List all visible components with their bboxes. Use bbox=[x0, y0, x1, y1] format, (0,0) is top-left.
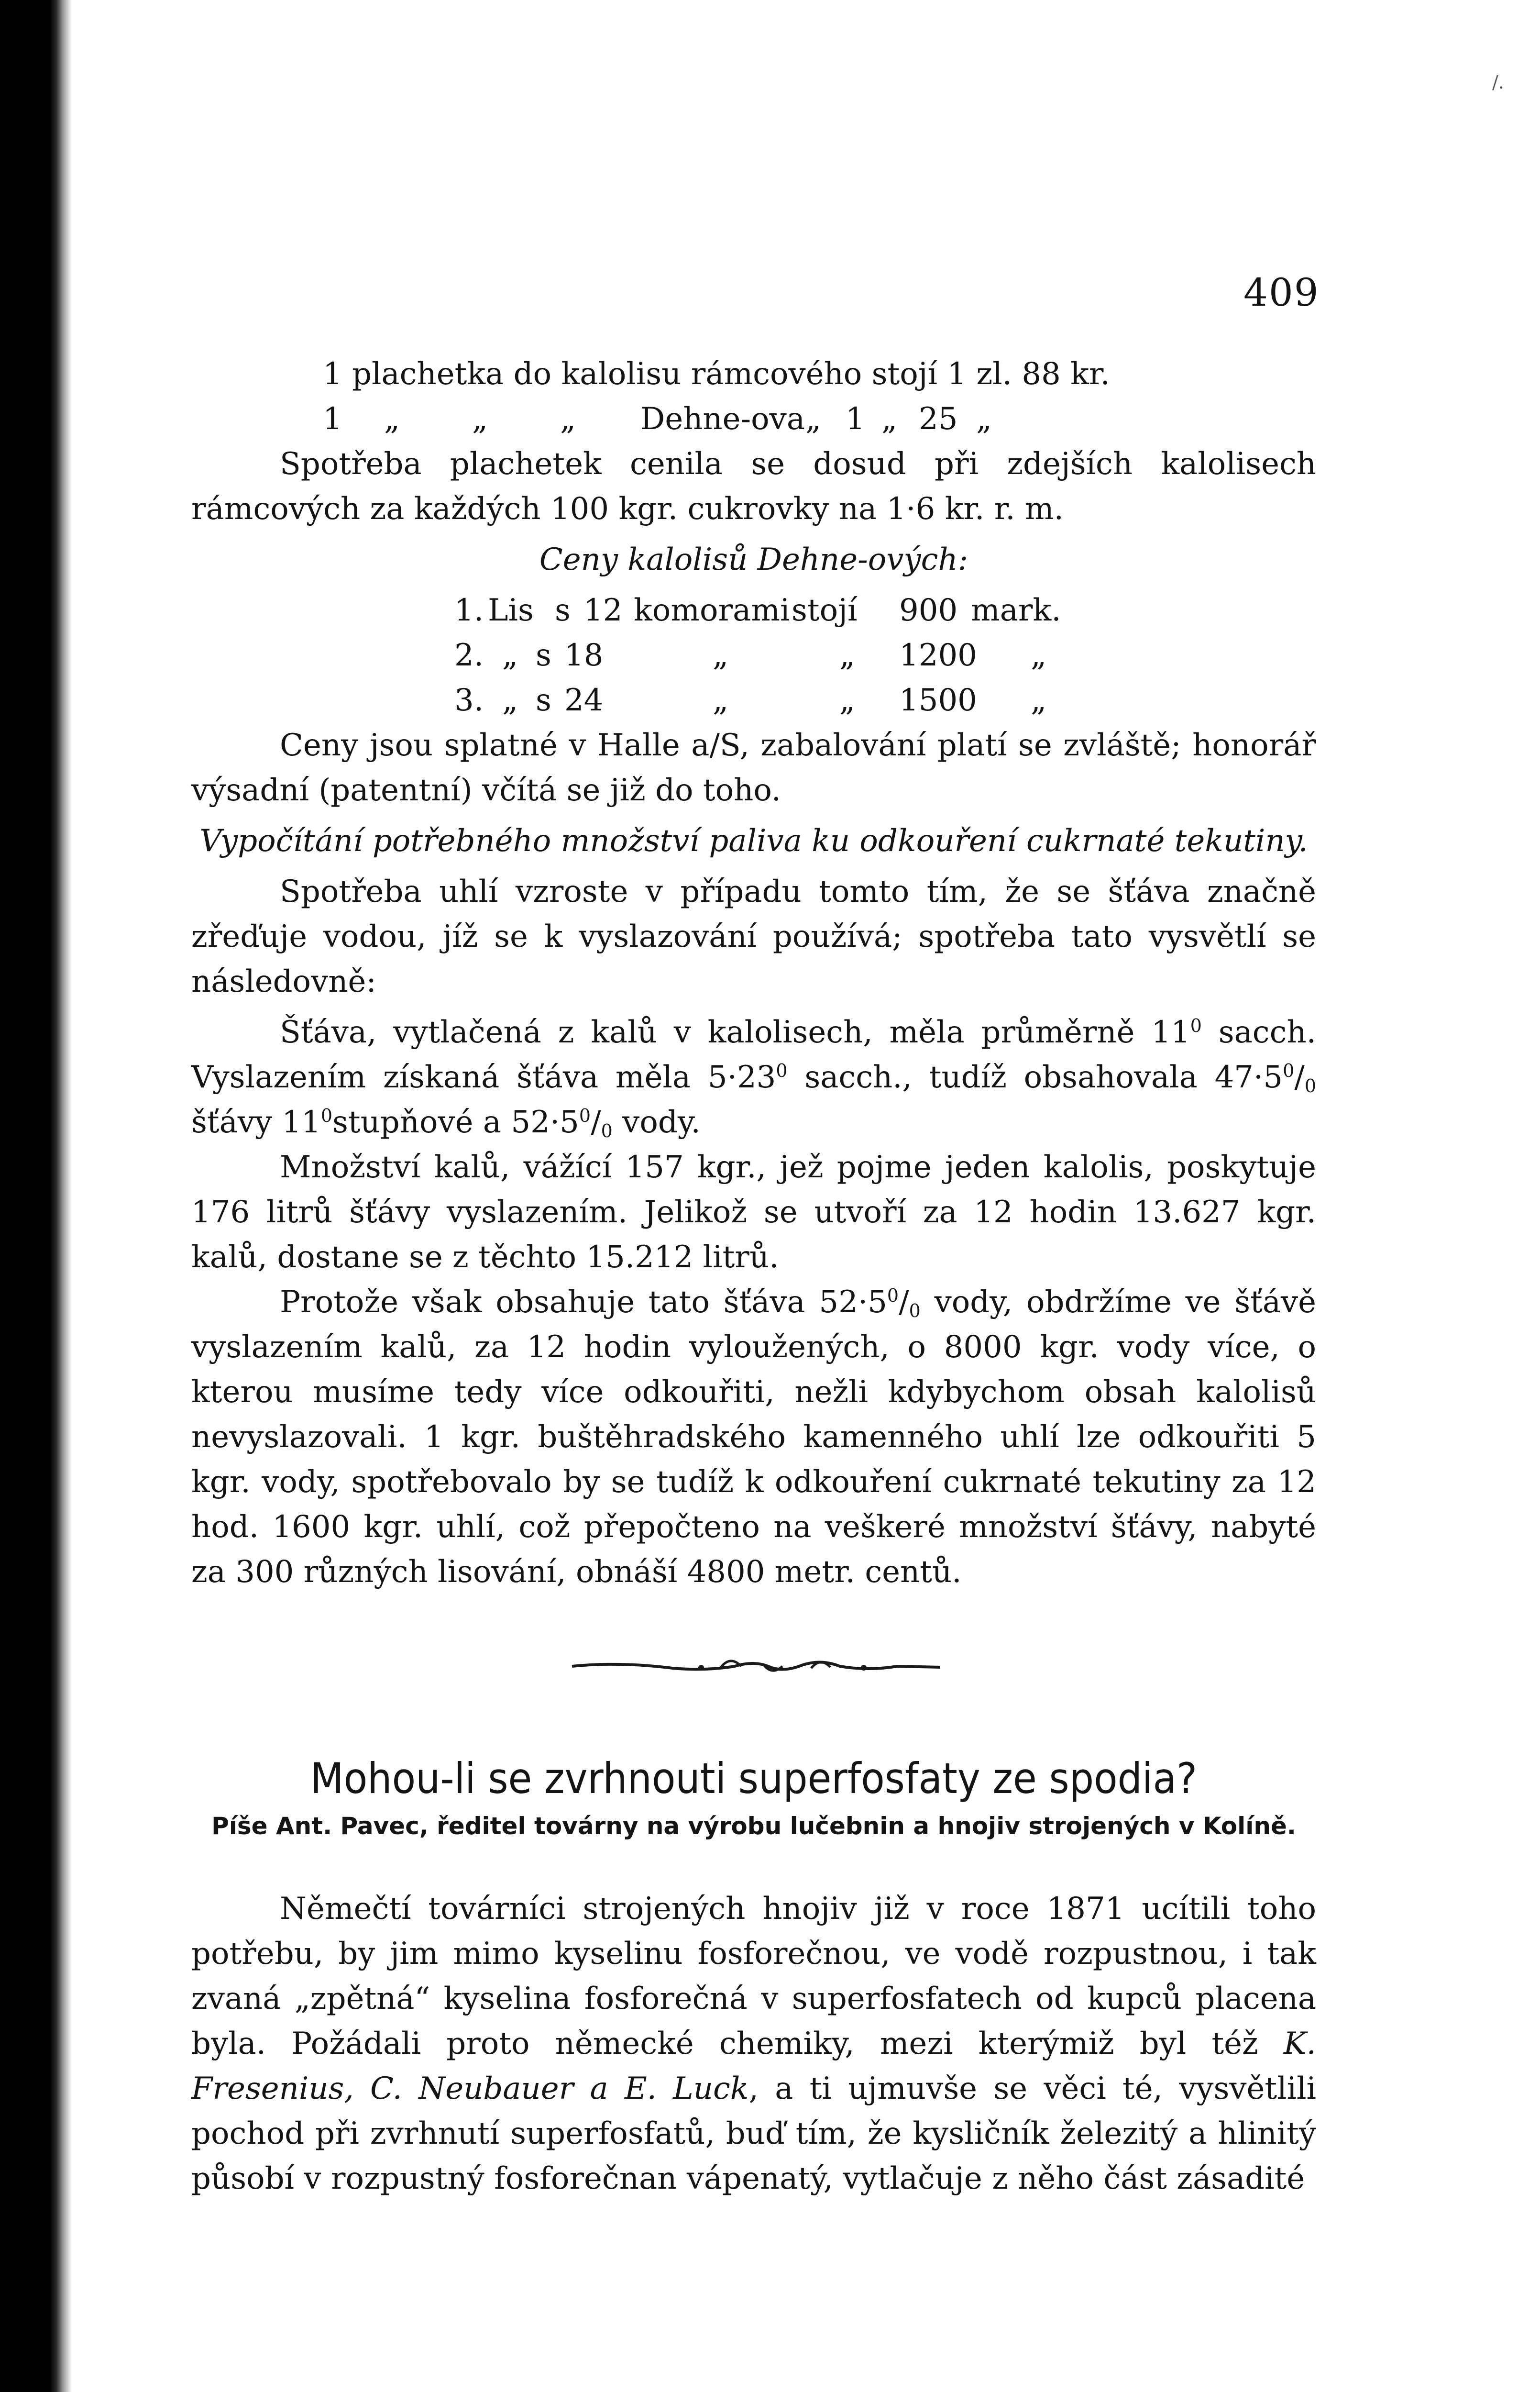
price-row: 2. „ s 18 „ „ 1200 „ bbox=[454, 638, 1047, 673]
prices-heading: Ceny kalolisů Dehne-ových: bbox=[539, 542, 968, 577]
chemist-names: K. Fresenius, C. Neubauer a E. Luck bbox=[191, 2026, 1316, 2106]
price-table bbox=[191, 588, 1316, 723]
page-number: 409 bbox=[1243, 270, 1320, 315]
scan-binding-edge bbox=[0, 0, 72, 2392]
calculation-heading: Vypočítání potřebného množství paliva ku odkouření cukrnaté tekutiny. bbox=[199, 823, 1308, 859]
quantity-paragraph: Množství kalů, vážící 157 kgr., jež pojme jeden kalolis, poskytuje 176 litrů šťávy vyslazením. Jelikož se utvoří za 12 hodin 13.627 kgr. kalů, dostane se z těchto 15.212 litrů. bbox=[191, 1150, 1316, 1275]
water-excess-paragraph: Protože však obsahuje tato šťáva $52\cdot 5^0/_0$ vody, obdržíme ve šťávě vyslazením kalů, za 12 hodin vyloužených, o 8000 kgr. vody více, o kterou musíme tedy více odkouřiti, nežli kdybychom obsah kalolisů nevyslazovali. 1 kgr. buštěhradského kamenného uhlí lze odkouřiti 5 kgr. vody, spotřebovalo by se tudíž k odkouření cukrnaté tekutiny za 12 hod. 1600 kgr. uhlí, což přepočteno na veškeré množství šťávy, nabyté za 300 různých lisování, obnáší 4800 metr. centů. bbox=[191, 1285, 1317, 1590]
german-manufacturers-paragraph: Němečtí továrníci strojených hnojiv již v roce 1871 ucítili toho potřebu, by jim mimo kyselinu fosforečnou, ve vodě rozpustnou, i tak zvaná „zpětná“ kyselina fosforečná v superfosfatech od kupců placena byla. Požádali proto německé chemiky, mezi kterýmiž byl též K. Fresenius, C. Neubauer a E. Luck, a ti ujmuvše se věci té, vysvětlili pochod při zvrhnutí superfosfatů, buď tím, že kysličník železitý a hlinitý působí v rozpustný fosforečnan vápenatý, vytlačuje z něho část zásadité bbox=[191, 1891, 1317, 2196]
coal-rise-paragraph: Spotřeba uhlí vzroste v případu tomto tím, že se šťáva značně zřeďuje vodou, jíž se k vyslazování používá; spotřeba tato vysvětlí se následovně: bbox=[191, 874, 1316, 999]
article-byline: Píše Ant. Pavec, ředitel továrny na výrobu lučebnin a hnojiv strojených v Kolíně. bbox=[211, 1812, 1296, 1840]
juice-paragraph: Šťáva, vytlačená z kalů v kalolisech, měla průměrně $11^0$ sacch. Vyslazením získaná šťáva měla $5\cdot 23^0$ sacch., tudíž obsahovala $47\cdot 5^0/_0$ šťávy $11^0stupňové$ a $52\cdot 5^0/_0$ vody. bbox=[191, 1015, 1317, 1141]
price-row: 1. Lis s 12 komorami stojí 900 mark. bbox=[454, 593, 1061, 628]
cloth-line-1: 1 plachetka do kalolisu rámcového stojí 1 zl. 88 kr. bbox=[323, 356, 1110, 392]
cloth-line-2: 1 „ „ „ Dehne-ova „ 1 „ 25 „ bbox=[323, 401, 992, 437]
section-divider-ornament bbox=[562, 1652, 945, 1681]
cloth-consumption-paragraph: Spotřeba plachetek cenila se dosud při zdejších kalolisech rámcových za každých 100 kgr. cukrovky na 1·6 kr. r. m. bbox=[191, 446, 1316, 527]
payment-paragraph: Ceny jsou splatné v Halle a/S, zabalování platí se zvláště; honorář výsadní (patentní) včítá se již do toho. bbox=[191, 728, 1316, 808]
scan-speck: /. bbox=[1492, 72, 1504, 93]
price-row: 3. „ s 24 „ „ 1500 „ bbox=[454, 683, 1047, 718]
article-title: Mohou-li se zvrhnouti superfosfaty ze spodia? bbox=[310, 1754, 1198, 1803]
page-content bbox=[191, 352, 1316, 2201]
